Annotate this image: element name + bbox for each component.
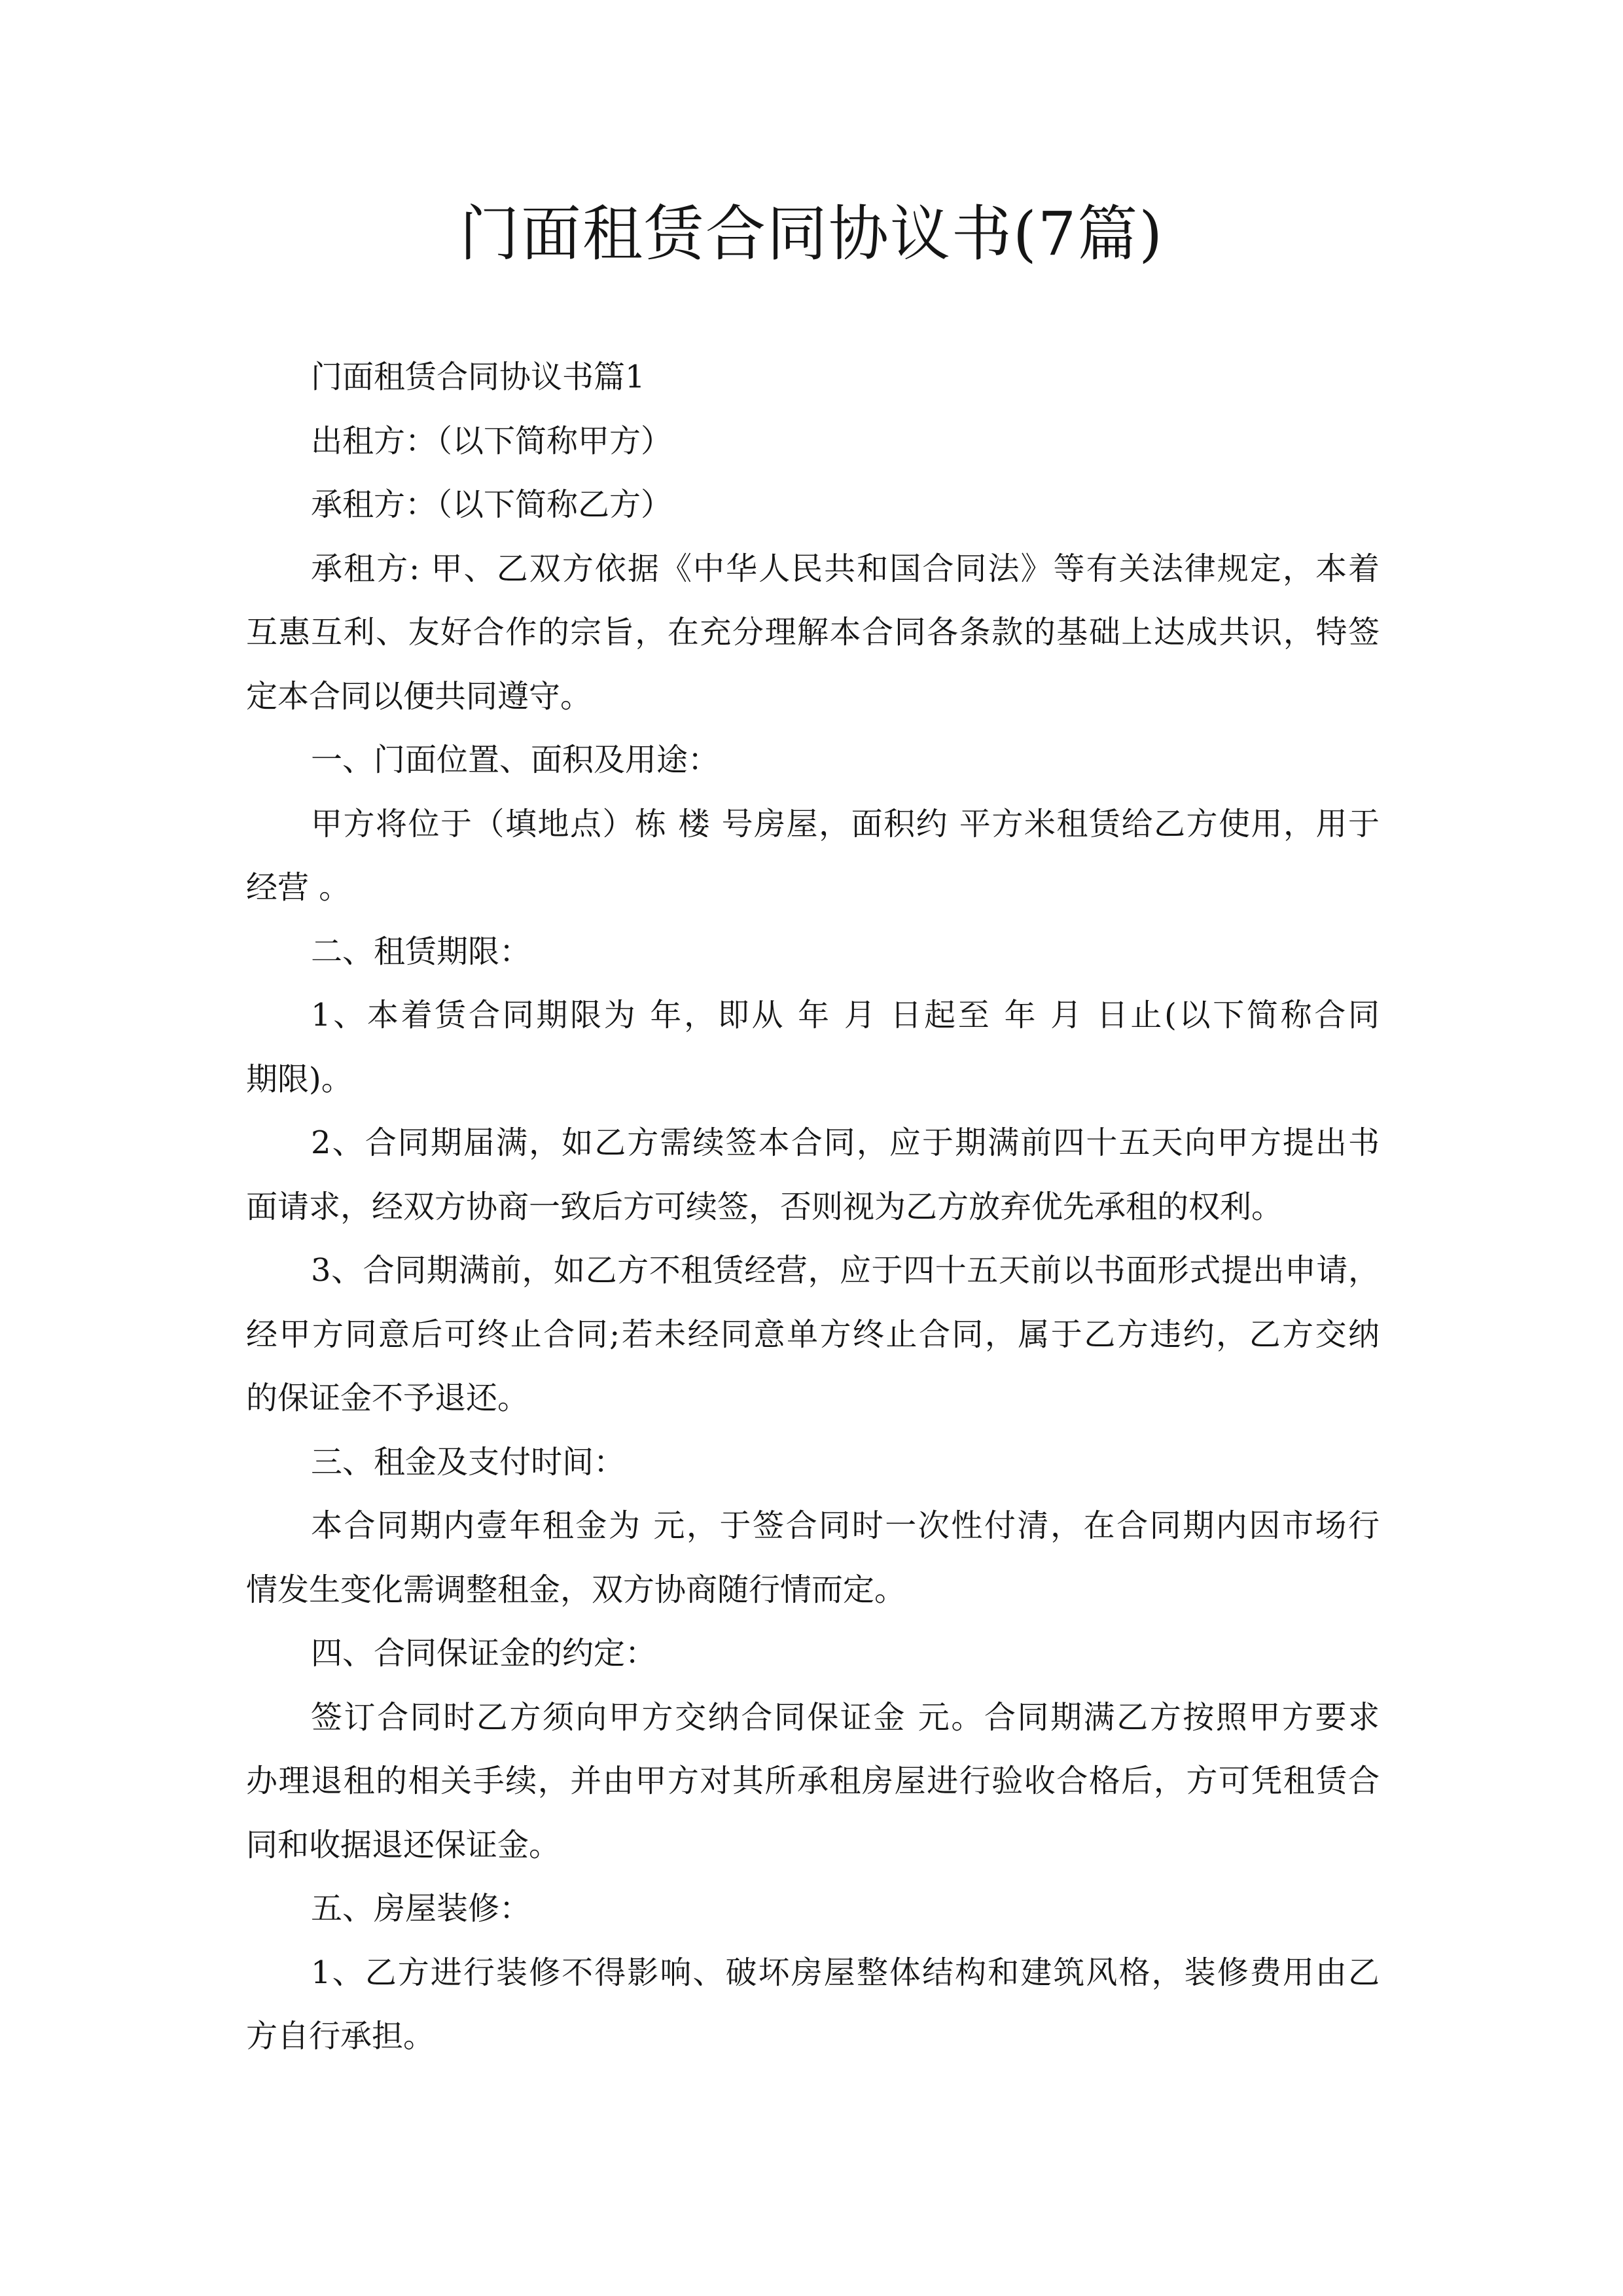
paragraph-line: 门面租赁合同协议书篇1 — [311, 359, 645, 395]
lessee-paragraph — [246, 473, 1380, 537]
document-body — [246, 346, 1380, 2069]
section-heading — [246, 1431, 1380, 1495]
paragraph-line: 面请求，经双方协商一致后方可续签，否则视为乙方放弃优先承租的权利。 — [246, 1188, 1283, 1225]
paragraph-line: 1、本着赁合同期限为 年，即从 年 月 日起至 年 月 日止(以下简称合同 — [311, 997, 1380, 1033]
paragraph-line: 甲方将位于（填地点）栋 楼 号房屋，面积约 平方米租赁给乙方使用，用于 — [311, 805, 1380, 842]
paragraph-line: 经营 。 — [246, 869, 351, 906]
paragraph-line: 情发生变化需调整租金，双方协商随行情而定。 — [246, 1571, 906, 1608]
clause-paragraph — [246, 984, 1380, 1111]
paragraph-line: 同和收据退还保证金。 — [246, 1826, 561, 1863]
paragraph-line: 2、合同期届满，如乙方需续签本合同，应于期满前四十五天向甲方提出书 — [311, 1124, 1380, 1161]
clause-paragraph — [246, 793, 1380, 920]
section-heading-line: 五、房屋装修： — [311, 1890, 531, 1927]
clause-paragraph — [246, 1239, 1380, 1431]
paragraph-line: 期限)。 — [246, 1060, 353, 1098]
paragraph-line: 承租方: 甲、乙双方依据《中华人民共和国合同法》等有关法律规定，本着 — [311, 550, 1380, 587]
clause-paragraph — [246, 1686, 1380, 1878]
paragraph-line: 承租方：（以下简称乙方） — [311, 486, 673, 523]
section-heading — [246, 1622, 1380, 1686]
paragraph-line: 1、乙方进行装修不得影响、破坏房屋整体结构和建筑风格，装修费用由乙 — [311, 1954, 1380, 1991]
paragraph-line: 3、合同期满前，如乙方不租赁经营，应于四十五天前以书面形式提出申请， — [311, 1252, 1380, 1289]
section-heading-line: 三、租金及支付时间： — [311, 1443, 626, 1480]
section-heading-line: 四、合同保证金的约定： — [311, 1635, 657, 1672]
section-heading — [246, 1877, 1380, 1941]
paragraph-line: 经甲方同意后可终止合同;若未经同意单方终止合同，属于乙方违约，乙方交纳 — [246, 1316, 1380, 1353]
clause-paragraph — [246, 1494, 1380, 1622]
section-heading-line: 一、门面位置、面积及用途： — [311, 742, 720, 778]
paragraph-line: 互惠互利、友好合作的宗旨，在充分理解本合同各条款的基础上达成共识，特签 — [246, 614, 1380, 651]
section-heading-line: 二、租赁期限： — [311, 933, 531, 970]
clause-paragraph — [246, 1111, 1380, 1239]
subtitle-paragraph — [246, 346, 1380, 410]
section-heading — [246, 728, 1380, 793]
paragraph-line: 办理退租的相关手续，并由甲方对其所承租房屋进行验收合格后，方可凭租赁合 — [246, 1763, 1380, 1799]
paragraph-line: 定本合同以便共同遵守。 — [246, 677, 592, 715]
paragraph-line: 的保证金不予退还。 — [246, 1380, 529, 1416]
paragraph-line: 本合同期内壹年租金为 元，于签合同时一次性付清，在合同期内因市场行 — [311, 1507, 1380, 1544]
preamble-paragraph — [246, 537, 1380, 729]
paragraph-line: 签订合同时乙方须向甲方交纳合同保证金 元。合同期满乙方按照甲方要求 — [311, 1698, 1380, 1736]
paragraph-line: 方自行承担。 — [246, 2018, 435, 2054]
document-title: 门面租赁合同协议书(7篇) — [459, 199, 1164, 269]
clause-paragraph — [246, 1941, 1380, 2069]
section-heading — [246, 920, 1380, 984]
lessor-paragraph — [246, 410, 1380, 474]
paragraph-line: 出租方：（以下简称甲方） — [311, 422, 673, 459]
